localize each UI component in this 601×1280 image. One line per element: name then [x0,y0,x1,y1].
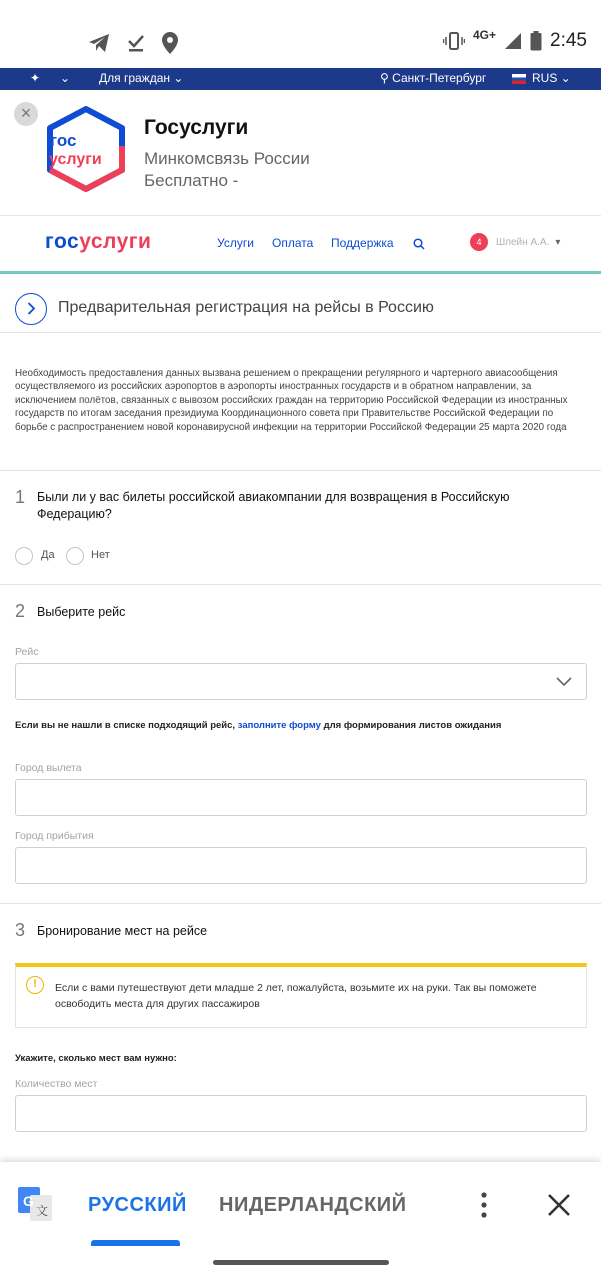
app-title: Госуслуги [144,116,249,139]
for-citizens-menu[interactable]: Для граждан ⌄ [99,71,184,85]
gosuslugi-logo-icon [46,106,126,192]
translate-bar [0,1162,601,1246]
chevron-down-icon[interactable]: ⌄ [60,71,71,85]
arrival-city-input[interactable] [15,847,587,884]
divider [0,584,601,585]
language-selector[interactable]: RUS ⌄ [512,71,571,85]
radio-no[interactable] [66,547,84,565]
question-text: Бронирование мест на рейсе [37,924,208,938]
user-name: Шлейн А.А. [496,236,550,248]
warning-text: Если с вами путешествуют дети младше 2 лет, пожалуйста, возьмите их на руки. Так вы поможете освободить места для других пассажиров [55,982,537,1010]
seats-count-input[interactable] [15,1095,587,1132]
flight-hint: Если вы не нашли в списке подходящий рейс, заполните форму для формирования листов ожидания [15,720,502,731]
gesture-navigation-bar [0,1246,601,1280]
search-icon[interactable] [413,238,425,250]
tab-target-language[interactable]: НИДЕРЛАНДСКИЙ [219,1194,407,1216]
fill-form-link[interactable]: заполните форму [237,720,321,731]
seats-label: Количество мест [15,1078,98,1090]
departure-label: Город вылета [15,762,82,774]
telegram-icon [88,33,110,53]
signal-icon [504,32,522,50]
site-top-strip [0,68,601,90]
logo-text-gos: гос [50,131,77,150]
flag-icon [512,74,526,84]
question-number: 3 [15,920,26,940]
info-notice: Необходимость предоставления данных вызвана решением о прекращении регулярного и чартерного авиасообщения осуществляемого из российских аэропортов в аэропорты иностранных государств и в обратном направлении, за исключением полётов, связанных с вывозом российских граждан на территорию Российской Федерации из иностранных государств по итогам заседания президиума Координационного совета при Правительстве Российской Федерации по борьбе с распространением новой коронавирусной инфекции на территории Российской Федерации 25 марта 2020 года [15,368,568,433]
radio-yes[interactable] [15,547,33,565]
expand-chevron-icon[interactable] [15,293,47,325]
question-text: Выберите рейс [37,605,126,619]
svg-text:文: 文 [36,1204,49,1218]
download-done-icon [126,33,146,53]
app-price: Бесплатно - [144,171,239,190]
more-options-icon[interactable] [472,1190,496,1220]
user-menu[interactable] [470,233,560,251]
brand-logo[interactable]: госуслуги [45,230,152,253]
seats-subhead: Укажите, сколько мест вам нужно: [15,1053,177,1064]
warning-box [15,963,587,1028]
chevron-down-icon [556,675,572,687]
svg-text:G: G [23,1193,34,1209]
nav-link-payment[interactable]: Оплата [272,236,314,250]
app-publisher: Минкомсвязь России [144,149,310,168]
site-navbar [0,216,601,274]
nav-link-support[interactable]: Поддержка [331,236,394,250]
divider [0,470,601,471]
network-type: 4G+ [473,28,497,42]
close-banner-button[interactable]: × [14,102,38,126]
question-text: Были ли у вас билеты российской авиакомпании для возвращения в Российскую Федерацию? [37,490,510,521]
pin-icon: ⚲ [380,71,389,85]
warning-icon: ! [26,976,44,994]
app-install-banner[interactable] [0,90,601,216]
arrival-label: Город прибытия [15,830,94,842]
radio-yes-label[interactable]: Да [41,549,55,561]
app-subtitle [144,148,310,192]
question-number: 2 [15,601,26,621]
battery-icon [530,31,542,51]
radio-no-label[interactable]: Нет [91,549,110,561]
tab-source-language[interactable]: РУССКИЙ [88,1194,187,1216]
logo-text-uslugi: услуги [49,151,102,168]
flight-label: Рейс [15,646,39,658]
google-translate-icon[interactable] [18,1187,52,1221]
location-icon [162,32,178,54]
user-menu-caret-icon: ▾ [555,236,561,248]
status-bar [0,0,601,68]
departure-city-input[interactable] [15,779,587,816]
notification-badge[interactable]: 4 [470,233,488,251]
page-title: Предварительная регистрация на рейсы в Россию [58,299,434,316]
divider [0,903,601,904]
question-number: 1 [15,487,26,507]
city-selector[interactable]: ⚲ Санкт-Петербург [380,71,487,85]
home-handle[interactable] [213,1260,389,1265]
flight-select[interactable] [15,663,587,700]
vibrate-icon [443,32,465,50]
close-icon[interactable] [546,1192,572,1218]
nav-link-services[interactable]: Услуги [217,236,254,250]
page-header [0,283,601,333]
emblem-icon: ✦ [30,71,41,85]
clock: 2:45 [550,30,587,51]
